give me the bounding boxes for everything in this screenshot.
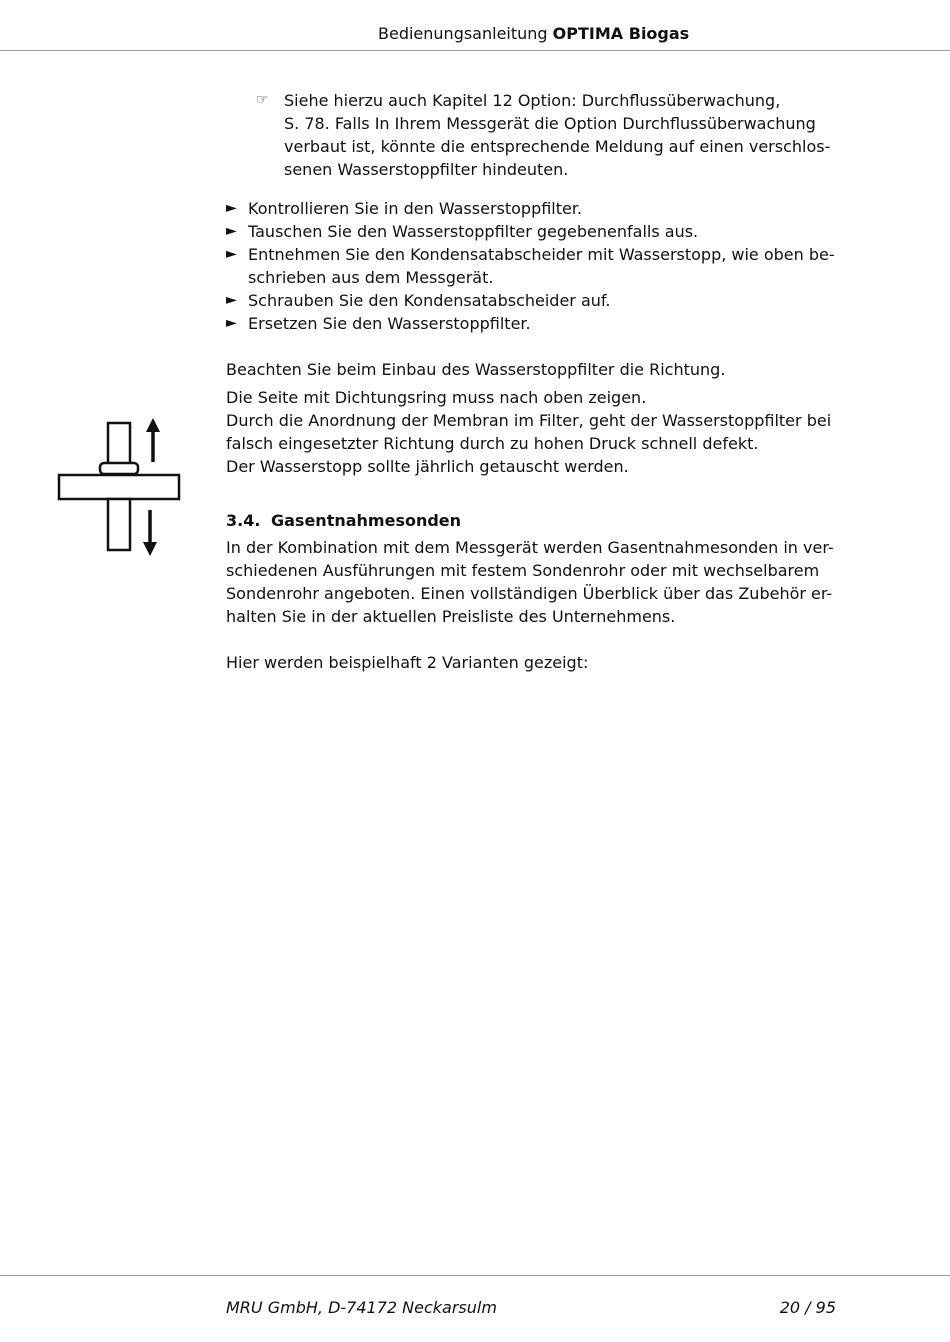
section-title: Gasentnahmesonden — [271, 511, 462, 530]
arrow-bullet-icon: ► — [226, 223, 237, 239]
header-divider — [0, 50, 950, 51]
step-text: Schrauben Sie den Kondensatabscheider auf. — [248, 291, 611, 310]
step-text: Tauschen Sie den Wasserstoppfilter gegebenenfalls aus. — [248, 222, 699, 241]
arrow-bullet-icon: ► — [226, 200, 237, 216]
note-text — [284, 89, 836, 181]
pointing-hand-icon: ☞ — [256, 92, 269, 108]
footer-company: MRU GmbH, D-74172 Neckarsulm — [226, 1298, 497, 1317]
header-title: OPTIMA Biogas — [552, 24, 690, 43]
step-text: Ersetzen Sie den Wasserstoppfilter. — [248, 314, 531, 333]
instruction-steps — [226, 197, 836, 335]
main-content — [226, 89, 836, 674]
step-item — [226, 289, 836, 312]
section-line: schiedenen Ausführungen mit festem Sondenrohr oder mit wechselbarem — [226, 561, 820, 580]
section-line: halten Sie in der aktuellen Preisliste des Unternehmens. — [226, 607, 676, 626]
note-line: S. 78. Falls In Ihrem Messgerät die Option Durchflussüberwachung — [284, 114, 816, 133]
step-text-continued: schrieben aus dem Messgerät. — [248, 268, 494, 287]
section-line: Sondenrohr angeboten. Einen vollständigen Überblick über das Zubehör er- — [226, 584, 833, 603]
footer-divider — [0, 1275, 950, 1276]
step-text: Kontrollieren Sie in den Wasserstoppfilter. — [248, 199, 583, 218]
filter-direction-text: Beachten Sie beim Einbau des Wasserstoppfilter die Richtung. — [226, 360, 726, 379]
water-stop-filter-diagram — [56, 418, 186, 560]
arrow-bullet-icon: ► — [226, 246, 237, 262]
filter-line: Durch die Anordnung der Membran im Filter, geht der Wasserstoppfilter bei — [226, 411, 832, 430]
step-text: Entnehmen Sie den Kondensatabscheider mit Wasserstopp, wie oben be- — [248, 245, 835, 264]
filter-line: Der Wasserstopp sollte jährlich getauscht werden. — [226, 457, 629, 476]
page-header — [378, 22, 689, 46]
arrow-bullet-icon: ► — [226, 315, 237, 331]
section-number: 3.4. — [226, 511, 261, 530]
variants-text: Hier werden beispielhaft 2 Varianten gezeigt: — [226, 653, 589, 672]
step-item — [226, 312, 836, 335]
note-line: senen Wasserstoppfilter hindeuten. — [284, 160, 569, 179]
arrow-bullet-icon: ► — [226, 292, 237, 308]
section-heading — [226, 509, 836, 532]
section-line: In der Kombination mit dem Messgerät werden Gasentnahmesonden in ver- — [226, 538, 834, 557]
section-body — [226, 536, 836, 628]
step-item — [226, 243, 836, 289]
reference-note — [256, 89, 836, 181]
note-line: verbaut ist, könnte die entsprechende Meldung auf einen verschlos- — [284, 137, 831, 156]
step-item — [226, 197, 836, 220]
header-prefix: Bedienungsanleitung — [378, 24, 548, 43]
filter-line: Die Seite mit Dichtungsring muss nach oben zeigen. — [226, 388, 647, 407]
step-item — [226, 220, 836, 243]
filter-instructions — [226, 386, 836, 478]
filter-line: falsch eingesetzter Richtung durch zu hohen Druck schnell defekt. — [226, 434, 759, 453]
filter-direction-icon — [56, 418, 186, 560]
note-line: Siehe hierzu auch Kapitel 12 Option: Durchflussüberwachung, — [284, 91, 781, 110]
page-number: 20 / 95 — [779, 1298, 836, 1317]
